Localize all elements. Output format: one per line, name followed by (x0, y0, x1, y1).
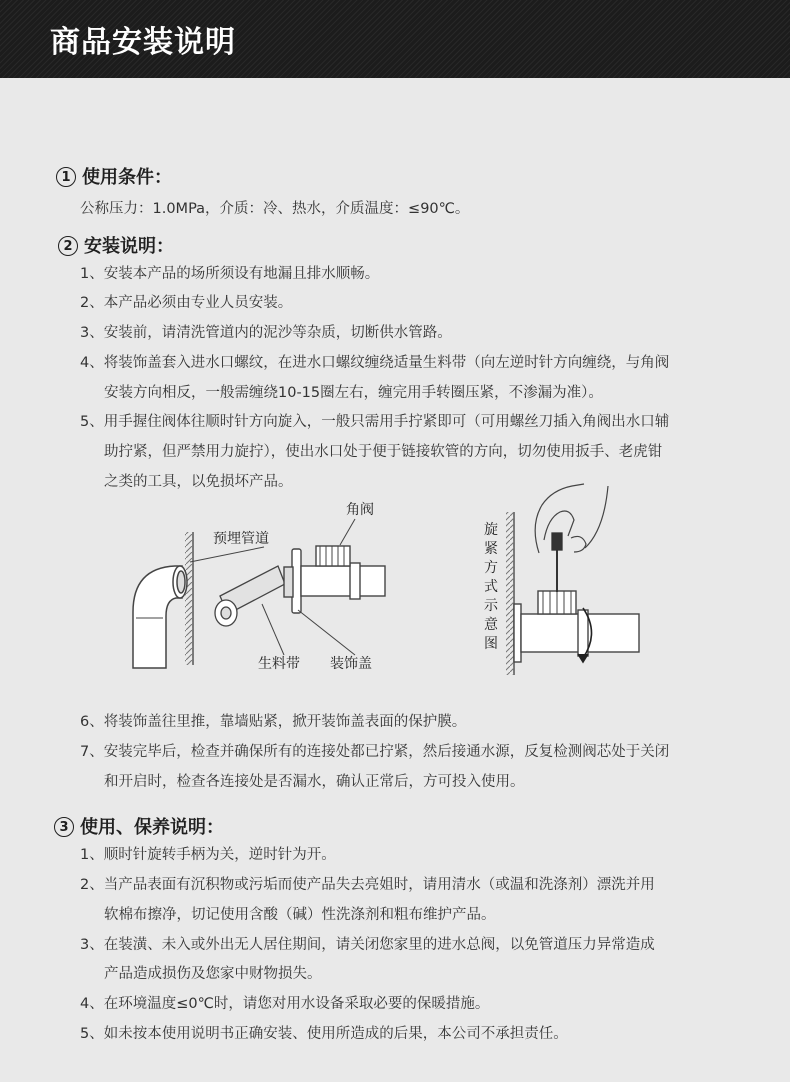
text-line: 3、在装潢、未入或外出无人居住期间，请关闭您家里的进水总阀，以免管道压力异常造成 (80, 937, 655, 953)
section-number-badge: 3 (54, 817, 74, 837)
section-title-text: 安装说明： (84, 236, 174, 257)
embedded-pipe-elbow (133, 566, 187, 668)
text-line: 7、安装完毕后，检查并确保所有的连接处都已拧紧，然后接通水源，反复检测阀芯处于关闭 (80, 744, 670, 760)
wall-left (185, 532, 193, 665)
label-decorative-cover: 装饰盖 (330, 656, 372, 672)
text-line: 安装方向相反，一般需缠绕10-15圈左右，缠完用手转圈压紧，不渗漏为准）。 (104, 385, 603, 401)
text-line: 2、当产品表面有沉积物或污垢而使产品失去亮姐时，请用清水（或温和洗涤剂）漂洗并用 (80, 877, 655, 893)
text-line: 6、将装饰盖往里推，靠墙贴紧，掀开装饰盖表面的保护膜。 (80, 714, 467, 730)
label-angle-valve: 角阀 (346, 502, 374, 518)
screwdriver-icon (552, 533, 562, 592)
caption-char: 图 (484, 636, 498, 652)
text-line: 5、如未按本使用说明书正确安装、使用所造成的后果，本公司不承担责任。 (80, 1026, 568, 1042)
label-embedded-pipe: 预埋管道 (213, 531, 269, 547)
label-sealing-tape: 生料带 (258, 656, 300, 672)
text-line: 3、安装前，请清洗管道内的泥沙等杂质，切断供水管路。 (80, 325, 452, 341)
caption-char: 式 (484, 579, 498, 595)
text-line: 2、本产品必须由专业人员安装。 (80, 295, 293, 311)
caption-char: 旋 (484, 522, 498, 538)
hand-icon (535, 484, 608, 553)
text-line: 1、顺时针旋转手柄为关，逆时针为开。 (80, 847, 336, 863)
text-line: 4、将装饰盖套入进水口螺纹，在进水口螺纹缠绕适量生料带（向左逆时针方向缠绕，与角阀 (80, 355, 670, 371)
text-line: 产品造成损伤及您家中财物损失。 (104, 966, 322, 982)
page-title: 商品安装说明 (50, 25, 236, 60)
decorative-cover (284, 549, 301, 613)
angle-valve-tightening (514, 591, 639, 662)
section-title-conditions (56, 163, 172, 189)
text-line: 1、安装本产品的场所须设有地漏且排水顺畅。 (80, 266, 380, 282)
section-title-text: 使用、保养说明： (80, 817, 224, 838)
text-line: 4、在环境温度≤0℃时，请您对用水设备采取必要的保暖措施。 (80, 996, 490, 1012)
section-title-installation (58, 232, 174, 258)
text-line: 软棉布擦净，切记使用含酸（碱）性洗涤剂和粗布维护产品。 (104, 907, 496, 923)
caption-char: 意 (484, 617, 498, 633)
caption-char: 紧 (484, 541, 498, 557)
text-line: 和开启时，检查各连接处是否漏水，确认正常后，方可投入使用。 (104, 774, 525, 790)
text-line: 助拧紧，但严禁用力旋拧），使出水口处于便于链接软管的方向，切勿使用扳手、老虎钳 (104, 444, 663, 460)
section-number-badge: 1 (56, 167, 76, 187)
section-title-text: 使用条件： (82, 167, 172, 188)
angle-valve (301, 546, 385, 599)
text-line: 公称压力：1.0MPa，介质：冷、热水，介质温度：≤90℃。 (80, 201, 470, 217)
header-banner (0, 0, 790, 78)
text-line: 5、用手握住阀体往顺时针方向旋入，一般只需用手拧紧即可（可用螺丝刀插入角阀出水口辅 (80, 414, 670, 430)
installation-diagram (0, 480, 790, 690)
section-title-usage-maintenance (54, 813, 224, 839)
caption-char: 示 (484, 598, 498, 614)
section-number-badge: 2 (58, 236, 78, 256)
vertical-caption (484, 522, 499, 652)
wall-right (506, 512, 514, 675)
sealing-tape (215, 566, 285, 626)
text-line: 之类的工具，以免损坏产品。 (104, 474, 293, 490)
caption-char: 方 (484, 560, 498, 576)
